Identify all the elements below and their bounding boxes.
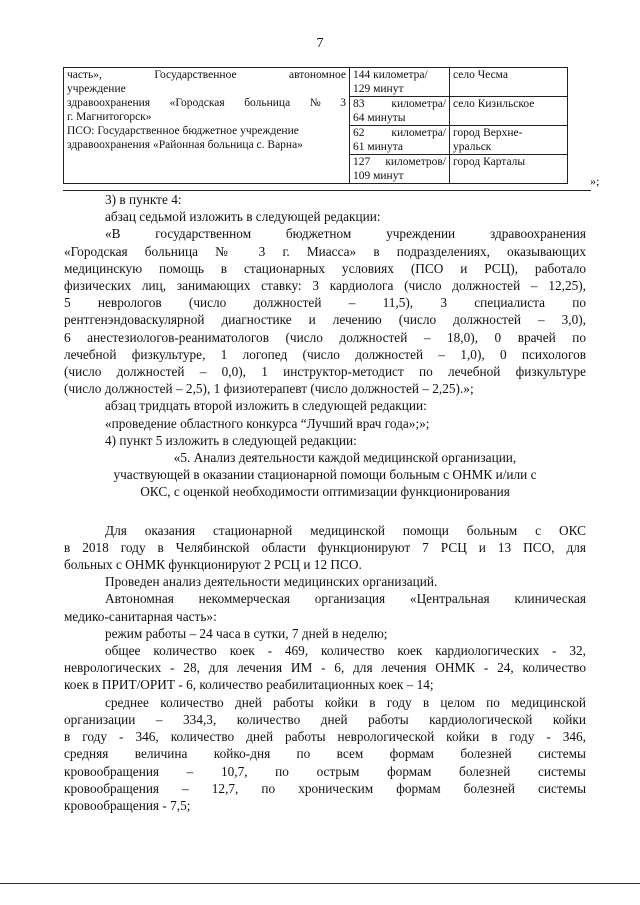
paragraph-text: кровообращения – 10,7, по острым формам болезней системы <box>64 763 586 779</box>
paragraph-text: режим работы – 24 часа в сутки, 7 дней в неделю; <box>105 625 388 641</box>
paragraph-text: организации – 334,3, количество дней работы кардиологической койки <box>64 711 586 727</box>
table-row <box>64 68 568 97</box>
distance-cell: 62 километра/ 61 минута <box>350 126 450 155</box>
place-cell: село Кизильское <box>450 97 568 126</box>
paragraph-text: кровообращения - 7,5; <box>64 797 191 813</box>
place-cell: город Карталы <box>450 155 568 184</box>
document-body <box>64 191 586 814</box>
paragraph-text: Для оказания стационарной медицинской помощи больным с ОКС <box>105 522 586 538</box>
paragraph-text: Проведен анализ деятельности медицинских организаций. <box>105 574 438 590</box>
paragraph-text: больных с ОНМК функционируют 2 РСЦ и 12 ПСО. <box>64 557 362 573</box>
paragraph-text: «Городская больница № 3 г. Миасса» в подразделениях, оказывающих <box>64 243 586 259</box>
paragraph-text: средняя величина койко-дня по всем формам болезней системы <box>64 746 586 762</box>
section-heading: ОКС, с оценкой необходимости оптимизации функционирования <box>140 484 510 500</box>
paragraph-text: лечебной физкультуре, 1 логопед (число должностей – 1,0), 0 психологов <box>64 346 586 362</box>
paragraph-text: 5 неврологов (число должностей – 11,5), 3 специалиста по <box>64 295 586 311</box>
paragraph-text: 6 анестезиологов-реаниматологов (число должностей – 18,0), 0 врачей по <box>64 329 586 345</box>
paragraph-text: в 2018 году в Челябинской области функционируют 7 РСЦ и 13 ПСО, для <box>64 539 586 555</box>
paragraph-text: абзац тридцать второй изложить в следующей редакции: <box>105 398 427 414</box>
paragraph-text: физических лиц, занимающих ставку: 3 кардиолога (число должностей – 12,25), <box>64 278 586 294</box>
paragraph-text: кровообращения – 12,7, по хроническим формам болезней системы <box>64 780 586 796</box>
page-number: 7 <box>316 36 324 51</box>
paragraph-text: в году - 346, количество дней работы неврологической койки в году - 346, <box>64 729 586 745</box>
paragraph-text: неврологических - 28, для лечения ИМ - 6, для лечения ОНМК - 24, количество <box>64 660 586 676</box>
paragraph-text: (число должностей – 2,5), 1 физиотерапевт (число должностей – 2,25).»; <box>64 381 474 397</box>
organization-cell <box>64 68 350 184</box>
hospital-routing-table <box>63 67 568 184</box>
paragraph-text: медико-санитарная часть»: <box>64 608 217 624</box>
subitem-3: 3) в пункте 4: <box>105 192 182 207</box>
paragraph-text: абзац седьмой изложить в следующей редакции: <box>105 209 381 225</box>
table-end-mark: »; <box>590 174 600 188</box>
org-line-1: часть», Государственное автономное <box>67 69 346 81</box>
paragraph-text: среднее количество дней работы койки в году в целом по медицинской <box>105 694 586 710</box>
distance-cell: 83 километра/ 64 минуты <box>350 97 450 126</box>
paragraph-text: общее количество коек - 469, количество коек кардиологических - 32, <box>105 643 586 659</box>
org-line-3: здравоохранения «Городская больница № 3 <box>67 97 346 109</box>
org-line-2: учреждение <box>67 83 126 95</box>
spacer <box>64 501 586 522</box>
paragraph-text: «В государственном бюджетном учреждении здравоохранения <box>105 226 586 242</box>
org-line-5: ПСО: Государственное бюджетное учреждение <box>67 125 299 137</box>
distance-cell: 127 километров/ 109 минут <box>350 155 450 184</box>
section-heading: участвующей в оказании стационарной помощи больным с ОНМК и/или с <box>113 467 537 483</box>
section-heading: «5. Анализ деятельности каждой медицинской организации, <box>173 450 517 466</box>
paragraph-text: Автономная некоммерческая организация «Центральная клиническая <box>105 591 586 607</box>
paragraph-text: коек в ПРИТ/ОРИТ - 6, количество реабилитационных коек – 14; <box>64 677 434 693</box>
footer-rule <box>0 883 640 884</box>
subitem-4: 4) пункт 5 изложить в следующей редакции: <box>105 432 357 448</box>
paragraph-text: рентгенэндоваскулярной диагностике и лечению (число должностей – 3,0), <box>64 312 586 328</box>
paragraph-text: медицинскую помощь в стационарных условиях (ПСО и РСЦ), работало <box>64 260 586 276</box>
paragraph-text: (число должностей – 0,0), 1 инструктор-методист по лечебной физкультуре <box>64 364 586 380</box>
org-line-6: здравоохранения «Районная больница с. Варна» <box>67 139 303 151</box>
distance-cell: 144 километра/ 129 минут <box>350 68 450 97</box>
place-cell: село Чесма <box>450 68 568 97</box>
place-cell: город Верхне- уральск <box>450 126 568 155</box>
org-line-4: г. Магнитогорск» <box>67 111 152 123</box>
paragraph-text: «проведение областного конкурса “Лучший врач года»;»; <box>105 415 430 431</box>
